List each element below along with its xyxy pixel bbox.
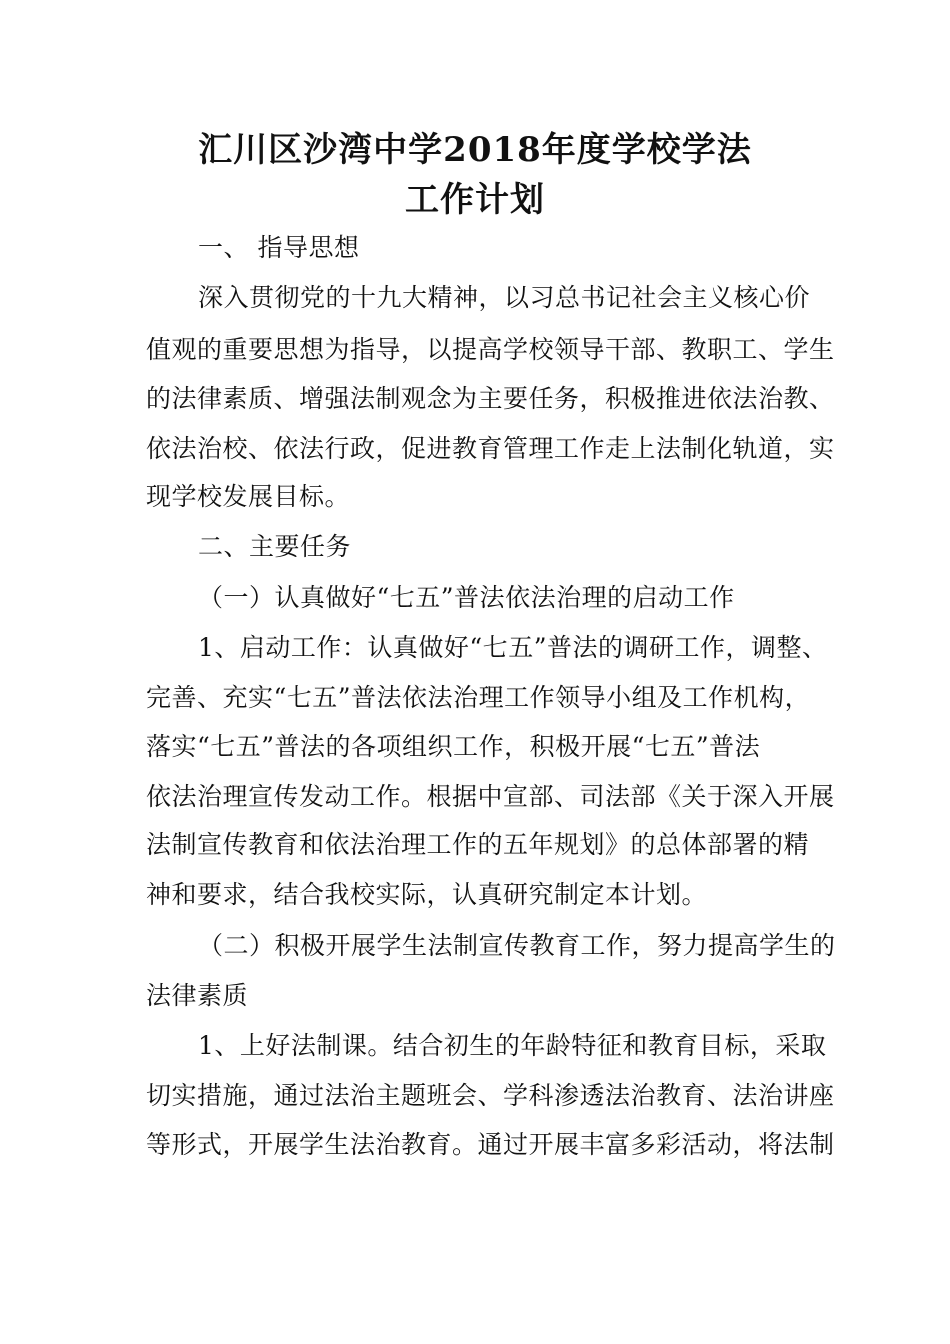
section-heading-main-tasks: 二、主要任务 [198, 532, 352, 561]
paragraph-line: 的法律素质、增强法制观念为主要任务，积极推进依法治教、 [146, 384, 835, 413]
paragraph-line: 神和要求，结合我校实际，认真研究制定本计划。 [146, 880, 708, 909]
paragraph-line: 现学校发展目标。 [146, 482, 351, 511]
section-heading-guiding-thought: 一、 指导思想 [198, 233, 360, 262]
document-title-line-1: 汇川区沙湾中学2018年度学校学法 [198, 130, 752, 170]
document-title-line-2: 工作计划 [405, 180, 545, 220]
paragraph-line: 深入贯彻党的十九大精神，以习总书记社会主义核心价 [198, 283, 811, 312]
paragraph-line: 依法治校、依法行政，促进教育管理工作走上法制化轨道，实 [146, 434, 835, 463]
paragraph-line: 依法治理宣传发动工作。根据中宣部、司法部《关于深入开展 [146, 782, 835, 811]
paragraph-line: 法制宣传教育和依法治理工作的五年规划》的总体部署的精 [146, 830, 810, 859]
paragraph-line: 等形式，开展学生法治教育。通过开展丰富多彩活动，将法制 [146, 1130, 835, 1159]
paragraph-line: 完善、充实“七五”普法依法治理工作领导小组及工作机构， [146, 683, 811, 712]
paragraph-line: 落实“七五”普法的各项组织工作，积极开展“七五”普法 [146, 732, 761, 761]
subsection-heading-2-cont: 法律素质 [146, 981, 249, 1010]
subsection-heading-1: （一）认真做好“七五”普法依法治理的启动工作 [198, 583, 735, 612]
paragraph-line: 1、启动工作：认真做好“七五”普法的调研工作，调整、 [198, 633, 828, 662]
paragraph-line: 切实措施，通过法治主题班会、学科渗透法治教育、法治讲座 [146, 1081, 835, 1110]
paragraph-line: 值观的重要思想为指导，以提高学校领导干部、教职工、学生 [146, 335, 835, 364]
subsection-heading-2: （二）积极开展学生法制宣传教育工作，努力提高学生的 [198, 931, 836, 960]
paragraph-line: 1、上好法制课。结合初生的年龄特征和教育目标，采取 [198, 1031, 827, 1060]
